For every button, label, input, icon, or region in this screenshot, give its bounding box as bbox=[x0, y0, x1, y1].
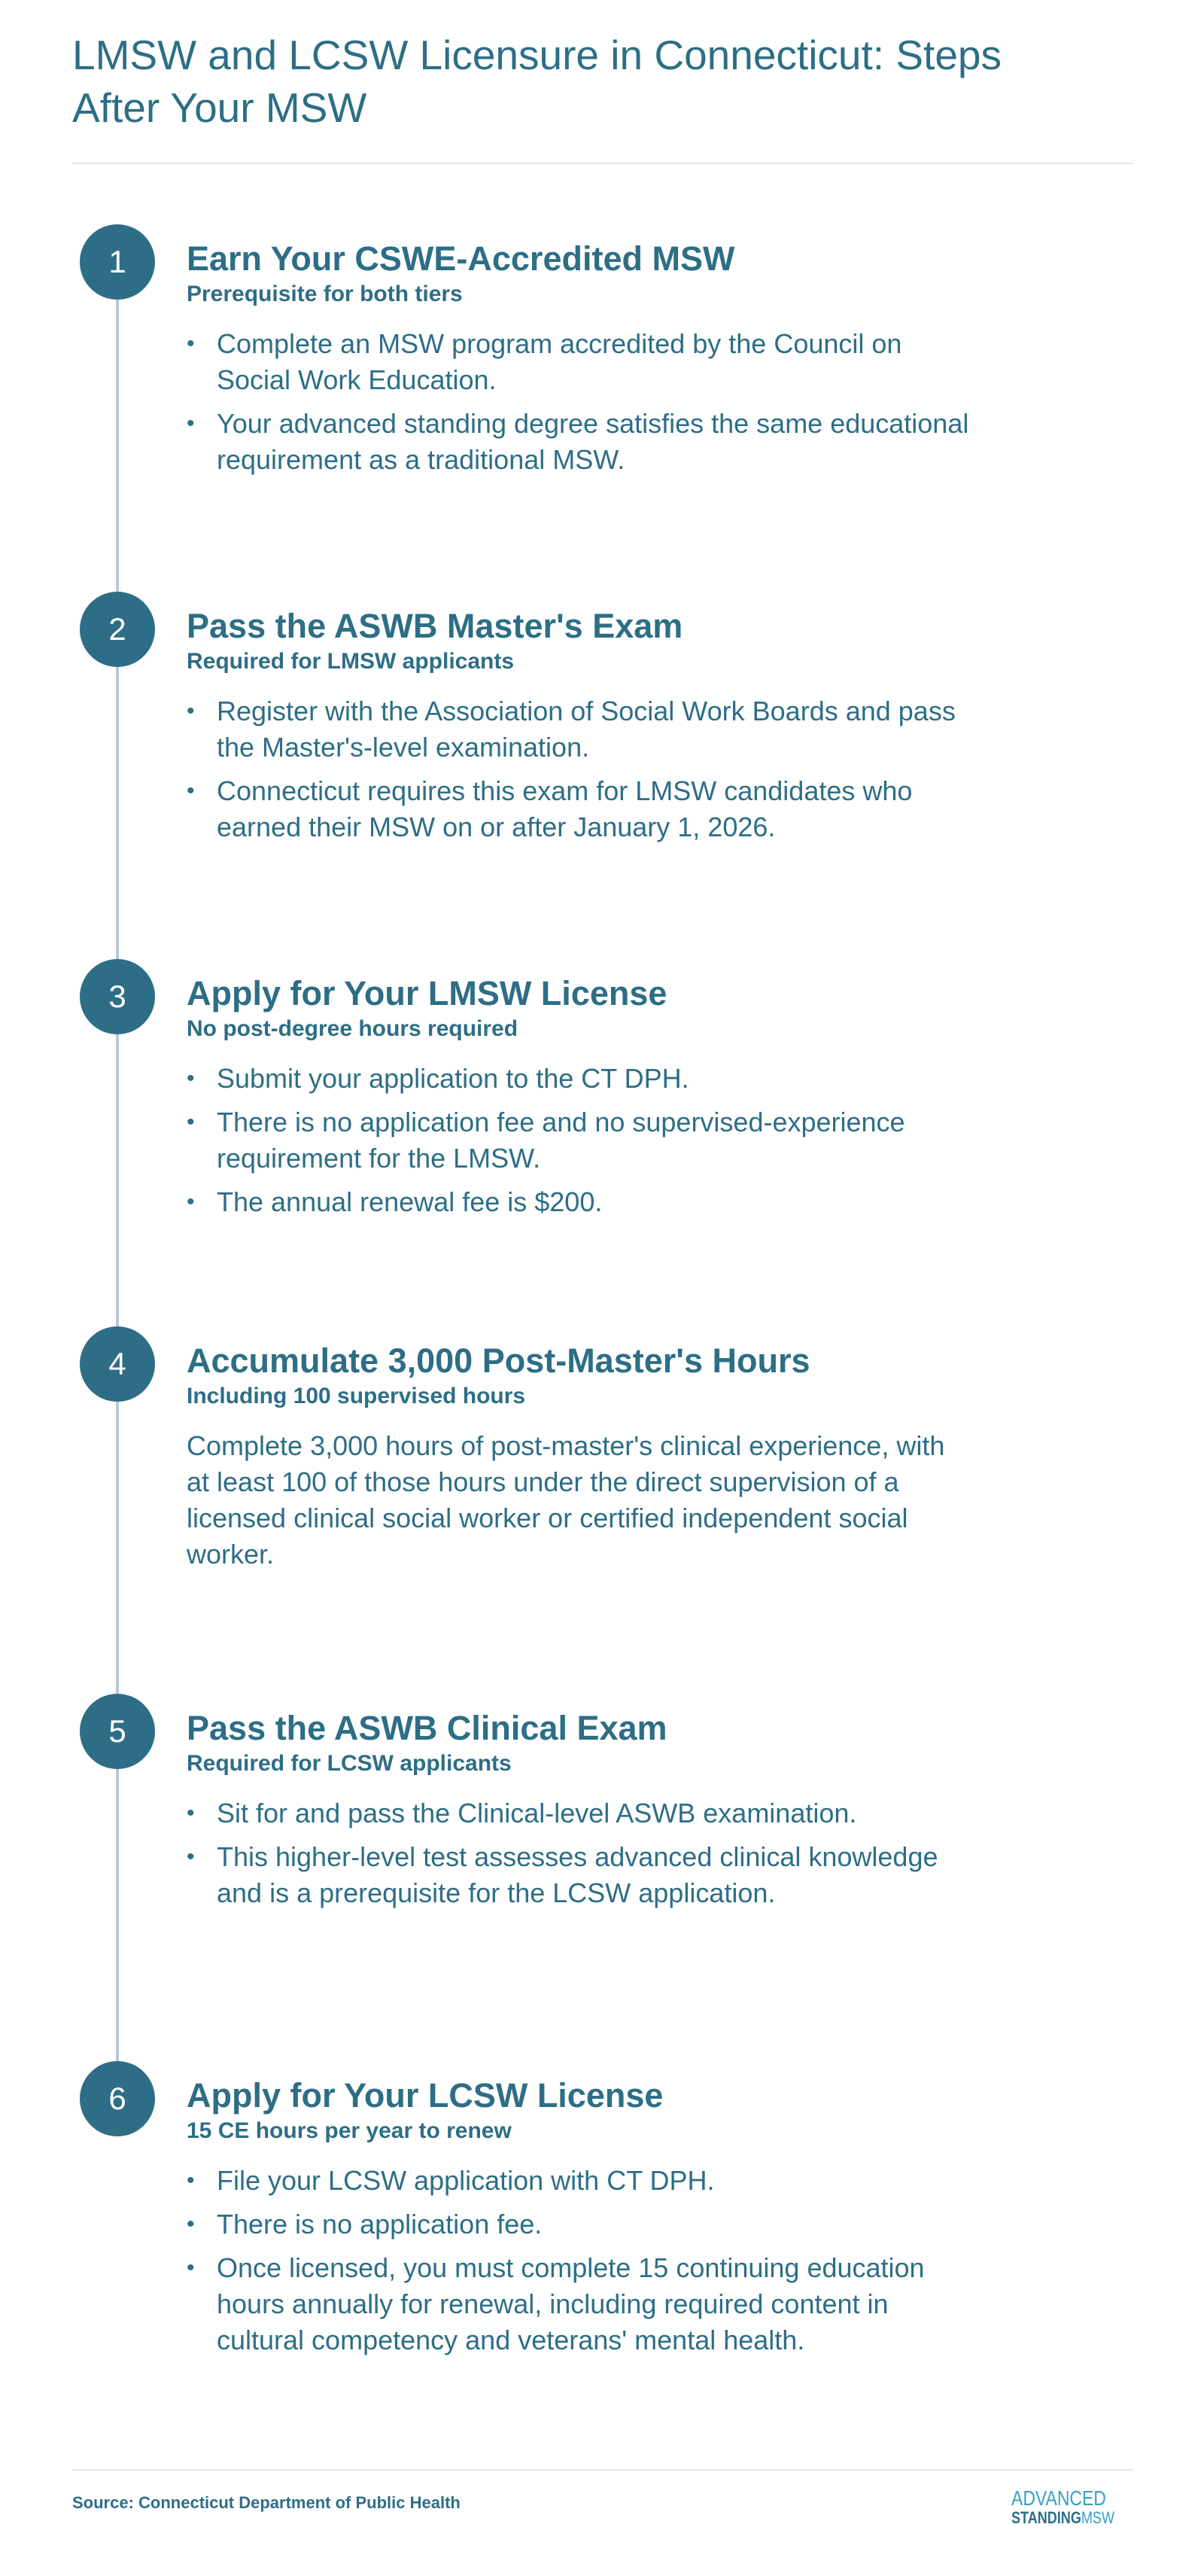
header-divider bbox=[72, 163, 1133, 164]
list-item bbox=[187, 693, 969, 766]
logo-wordmark-top: ADVANCED bbox=[1011, 2486, 1106, 2510]
list-item bbox=[187, 2250, 969, 2358]
step-title: Pass the ASWB Clinical Exam bbox=[187, 1709, 667, 1747]
step-title: Apply for Your LMSW License bbox=[187, 974, 667, 1012]
logo-wordmark-msw: MSW bbox=[1081, 2508, 1114, 2527]
step-content bbox=[187, 606, 977, 853]
bullet-icon: • bbox=[187, 1110, 195, 1134]
bullet-icon: • bbox=[187, 1189, 195, 1214]
logo-wordmark-bottom bbox=[1011, 2508, 1114, 2527]
step-number-badge: 4 bbox=[80, 1326, 155, 1402]
list-item-text: Submit your application to the CT DPH. bbox=[217, 1063, 689, 1094]
bullet-icon: • bbox=[187, 2212, 195, 2236]
list-item bbox=[187, 406, 969, 478]
list-item bbox=[187, 2163, 969, 2199]
bullet-icon: • bbox=[187, 1844, 195, 1869]
step-subtitle: Prerequisite for both tiers bbox=[187, 282, 463, 306]
step-subtitle: No post-degree hours required bbox=[187, 1016, 518, 1041]
source-citation: Source: Connecticut Department of Public Health bbox=[72, 2493, 461, 2512]
step-description: Complete 3,000 hours of post-master's clinical experience, with at least 100 of those hours under the direct supervision of a licensed clinical social worker or certified independent social worker. bbox=[187, 1430, 945, 1570]
page-title: LMSW and LCSW Licensure in Connecticut: Steps After Your MSW bbox=[72, 32, 1002, 131]
bullet-icon: • bbox=[187, 2168, 195, 2193]
step-number-badge: 6 bbox=[80, 2061, 155, 2136]
bullet-icon: • bbox=[187, 778, 195, 803]
timeline-line bbox=[116, 263, 119, 2123]
footer-divider bbox=[72, 2469, 1133, 2471]
step-number-badge: 5 bbox=[80, 1694, 155, 1769]
step-number-badge: 3 bbox=[80, 959, 155, 1034]
list-item-text: Register with the Association of Social Work Boards and pass the Master's-level examination. bbox=[217, 696, 956, 763]
step-title: Pass the ASWB Master's Exam bbox=[187, 607, 683, 645]
logo-wordmark-standing: STANDING bbox=[1011, 2508, 1081, 2527]
bullet-icon: • bbox=[187, 331, 195, 356]
list-item bbox=[187, 326, 969, 398]
step-number-badge: 1 bbox=[80, 224, 155, 300]
step-bullet-list bbox=[187, 2163, 977, 2358]
step-subtitle: Including 100 supervised hours bbox=[187, 1384, 526, 1408]
step-number-badge: 2 bbox=[80, 592, 155, 667]
list-item bbox=[187, 2206, 969, 2243]
step-bullet-list bbox=[187, 693, 977, 845]
step-subtitle: Required for LMSW applicants bbox=[187, 649, 515, 674]
list-item-text: Your advanced standing degree satisfies the same educational requirement as a traditional MSW. bbox=[217, 408, 969, 475]
list-item-text: There is no application fee and no supervised-experience requirement for the LMSW. bbox=[217, 1107, 905, 1174]
bullet-icon: • bbox=[187, 2255, 195, 2280]
step-bullet-list bbox=[187, 1795, 977, 1911]
list-item-text: File your LCSW application with CT DPH. bbox=[217, 2165, 715, 2196]
step-content bbox=[187, 973, 977, 1228]
list-item bbox=[187, 1795, 969, 1832]
step-subtitle: Required for LCSW applicants bbox=[187, 1751, 512, 1776]
brand-logo bbox=[1011, 2488, 1132, 2527]
step-bullet-list bbox=[187, 326, 977, 478]
step-content bbox=[187, 1708, 977, 1919]
step-bullet-list bbox=[187, 1061, 977, 1220]
bullet-icon: • bbox=[187, 699, 195, 723]
bullet-icon: • bbox=[187, 1801, 195, 1825]
step-subtitle: 15 CE hours per year to renew bbox=[187, 2118, 512, 2143]
list-item-text: Once licensed, you must complete 15 continuing education hours annually for renewal, including required content in cultural competency and veterans' mental health. bbox=[217, 2252, 925, 2355]
list-item-text: Sit for and pass the Clinical-level ASWB examination. bbox=[217, 1798, 857, 1828]
list-item-text: There is no application fee. bbox=[217, 2209, 543, 2240]
list-item bbox=[187, 1104, 969, 1177]
list-item-text: This higher-level test assesses advanced clinical knowledge and is a prerequisite for the LCSW application. bbox=[217, 1841, 938, 1908]
step-title: Accumulate 3,000 Post-Master's Hours bbox=[187, 1341, 810, 1380]
list-item bbox=[187, 773, 969, 845]
bullet-icon: • bbox=[187, 411, 195, 436]
step-content bbox=[187, 1341, 977, 1573]
list-item bbox=[187, 1839, 969, 1911]
list-item bbox=[187, 1184, 969, 1220]
step-content bbox=[187, 239, 977, 486]
step-title: Earn Your CSWE-Accredited MSW bbox=[187, 239, 735, 278]
list-item bbox=[187, 1061, 969, 1097]
step-title: Apply for Your LCSW License bbox=[187, 2076, 664, 2115]
list-item-text: Connecticut requires this exam for LMSW candidates who earned their MSW on or after January 1, 2026. bbox=[217, 775, 913, 842]
bullet-icon: • bbox=[187, 1066, 195, 1091]
list-item-text: The annual renewal fee is $200. bbox=[217, 1186, 603, 1217]
list-item-text: Complete an MSW program accredited by the Council on Social Work Education. bbox=[217, 328, 902, 395]
step-content bbox=[187, 2075, 977, 2366]
